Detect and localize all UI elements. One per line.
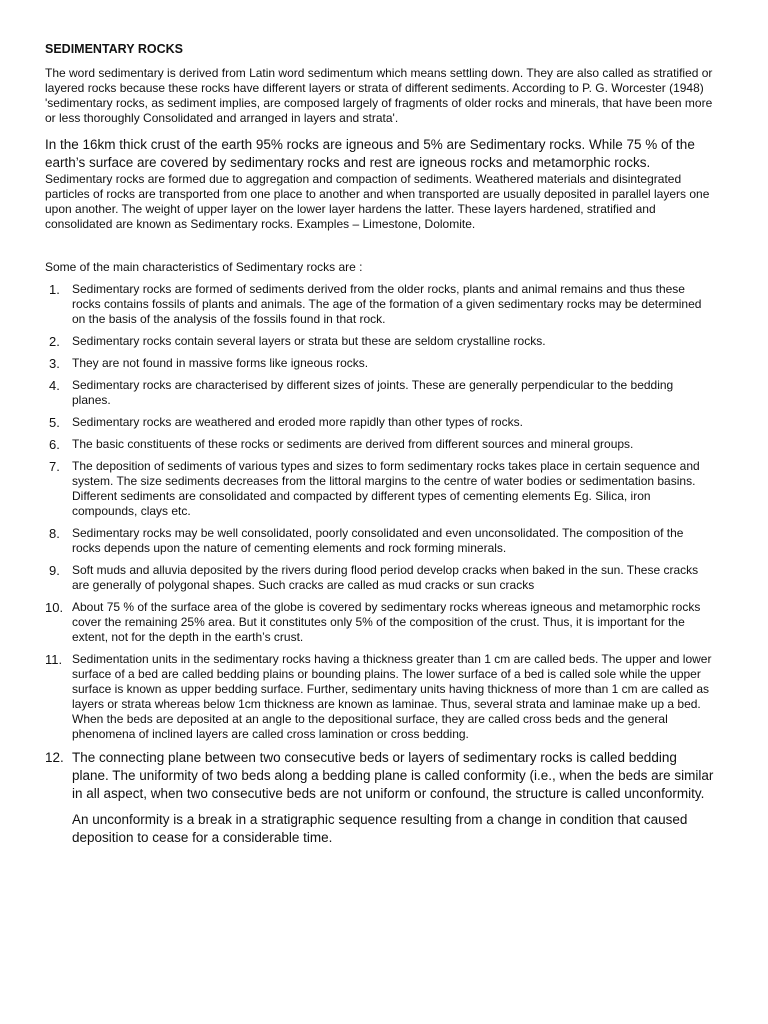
list-item-text: Sedimentary rocks are weathered and eroded more rapidly than other types of rocks. <box>72 415 523 429</box>
spacer <box>45 232 715 260</box>
paragraph-crust-composition: In the 16km thick crust of the earth 95% rocks are igneous and 5% are Sedimentary rocks. While 75 % of the earth’s surface are covered by sedimentary rocks and rest are igneous rocks and metamorphic rocks. <box>45 137 695 170</box>
list-item <box>45 437 715 452</box>
document-page <box>45 42 715 847</box>
list-item <box>45 749 715 803</box>
list-item-number: 9. <box>49 563 60 578</box>
list-item-number: 4. <box>49 378 60 393</box>
list-item <box>45 459 715 519</box>
list-item-text: About 75 % of the surface area of the globe is covered by sedimentary rocks whereas igneous and metamorphic rocks cover the remaining 25% area. But it constitutes only 5% of the composition of the crust. Thus, it is important for the extent, not for the depth in the earth’s crust. <box>72 600 701 644</box>
list-item <box>45 356 715 371</box>
list-item-number: 6. <box>49 437 60 452</box>
list-item-number: 12. <box>45 750 64 765</box>
list-item-number: 7. <box>49 459 60 474</box>
list-item <box>45 378 715 408</box>
list-item-text: Sedimentary rocks may be well consolidated, poorly consolidated and even unconsolidated. The composition of the rocks depends upon the nature of cementing elements and rock forming minerals. <box>72 526 684 555</box>
list-item <box>45 282 715 327</box>
list-item-number: 5. <box>49 415 60 430</box>
list-item-number: 8. <box>49 526 60 541</box>
list-item-number: 11. <box>45 652 63 667</box>
list-item-text: Sedimentary rocks contain several layers or strata but these are seldom crystalline rocks. <box>72 334 546 348</box>
paragraph-definition: The word sedimentary is derived from Latin word sedimentum which means settling down. They are also called as stratified or layered rocks because these rocks have different layers or strata of different sediments. According to P. G. Worcester (1948) 'sedimentary rocks, as sediment implies, are composed largely of fragments of older rocks and minerals, that have been more or less thoroughly Consolidated and arranged in layers and strata'. <box>45 66 713 125</box>
list-item <box>45 334 715 349</box>
page-title: SEDIMENTARY ROCKS <box>45 42 183 56</box>
list-item-text: They are not found in massive forms like igneous rocks. <box>72 356 369 370</box>
list-item-text: Sedimentary rocks are characterised by different sizes of joints. These are generally perpendicular to the bedding planes. <box>72 378 674 407</box>
list-item-text: The deposition of sediments of various types and sizes to form sedimentary rocks takes place in certain sequence and system. The size sediments decreases from the littoral margins to the centre of water bodies or sedimentation basins. Different sediments are consolidated and compacted by different types of cementing elements Eg. Silica, iron compounds, clays etc. <box>72 459 700 518</box>
list-item-text: The connecting plane between two consecutive beds or layers of sedimentary rocks is called bedding plane. The uniformity of two beds along a bedding plane is called conformity (i.e., when the beds are similar in all aspect, when two consecutive beds are not uniform or confound, the structure is called unconformity. <box>72 750 714 801</box>
list-item <box>45 415 715 430</box>
list-item-number: 2. <box>49 334 60 349</box>
list-item-text: Sedimentary rocks are formed of sediments derived from the older rocks, plants and animal remains and thus these rocks contains fossils of plants and animals. The age of the formation of a given sedimentary rocks may be determined on the basis of the analysis of the fossils found in that rock. <box>72 282 702 326</box>
unconformity-note: An unconformity is a break in a stratigraphic sequence resulting from a change in condition that caused deposition to cease for a considerable time. <box>72 812 688 845</box>
list-item-number: 10. <box>45 600 64 615</box>
list-item-number: 3. <box>49 356 60 371</box>
list-item <box>45 526 715 556</box>
list-item-number: 1. <box>49 282 60 297</box>
characteristics-intro: Some of the main characteristics of Sedimentary rocks are : <box>45 260 363 274</box>
list-item <box>45 652 715 742</box>
characteristics-list <box>45 282 715 803</box>
list-item-text: Sedimentation units in the sedimentary rocks having a thickness greater than 1 cm are called beds. The upper and lower surface of a bed are called bedding plains or bounding plains. The lower surface of a bed is called sole while the upper surface is known as upper bedding surface. Further, sedimentary units having thickness of more than 1 cm are called as layers or strata whereas below 1cm thickness are known as laminae. Thus, several strata and laminae make up a bed. When the beds are deposited at an angle to the depositional surface, they are called cross beds and the general phenomena of inclined layers are called cross lamination or cross bedding. <box>72 652 712 741</box>
list-item-text: The basic constituents of these rocks or sediments are derived from different sources and mineral groups. <box>72 437 634 451</box>
list-item-text: Soft muds and alluvia deposited by the rivers during flood period develop cracks when baked in the sun. These cracks are generally of polygonal shapes. Such cracks are called as mud cracks or sun cracks <box>72 563 699 592</box>
list-item <box>45 600 715 645</box>
paragraph-formation: Sedimentary rocks are formed due to aggregation and compaction of sediments. Weathered materials and disintegrated particles of rocks are transported from one place to another and when transported are usually deposited in parallel layers one upon another. The weight of upper layer on the lower layer hardens the latter. These layers hardened, stratified and consolidated are known as Sedimentary rocks. Examples – Limestone, Dolomite. <box>45 172 710 231</box>
list-item <box>45 563 715 593</box>
